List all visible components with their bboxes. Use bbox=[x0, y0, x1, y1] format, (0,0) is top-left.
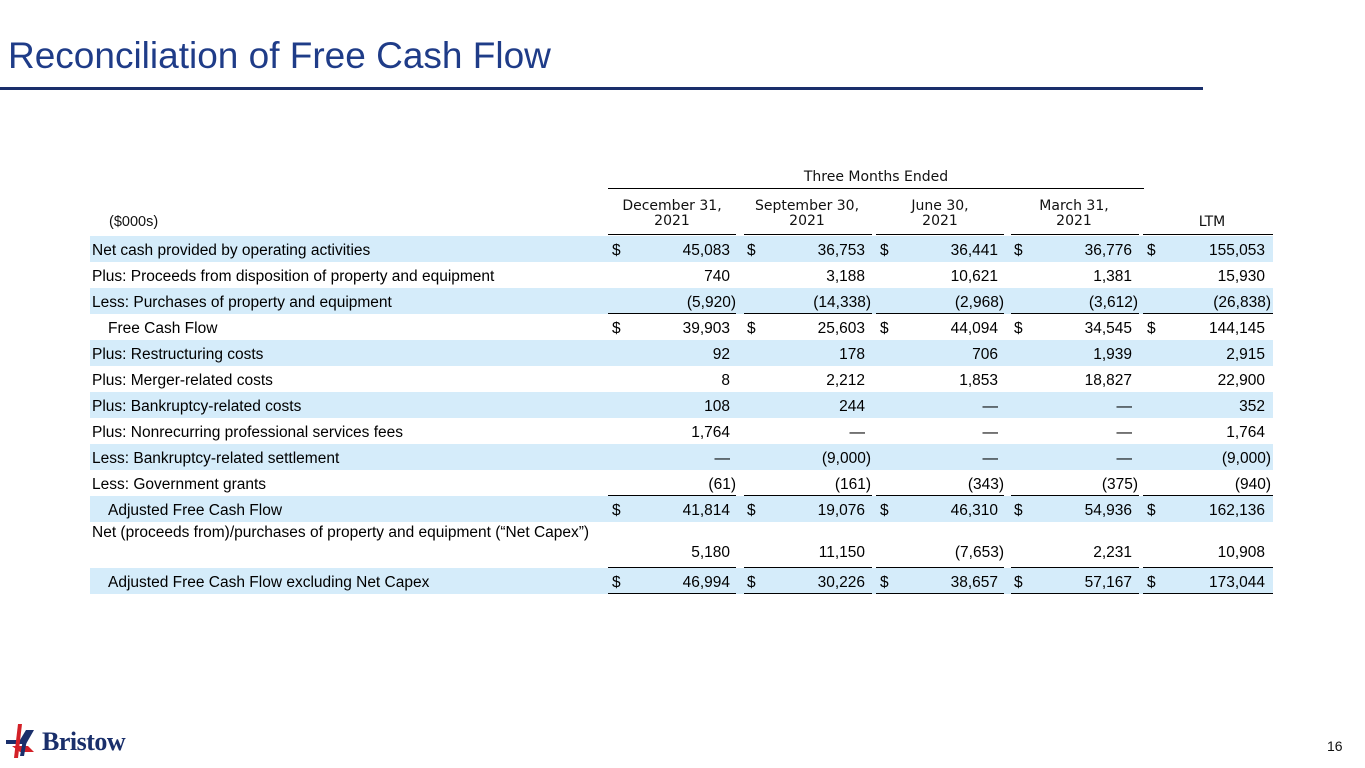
row-label: Net cash provided by operating activities bbox=[92, 242, 371, 259]
cell-value: 18,827 bbox=[1084, 372, 1132, 389]
group-header-rule bbox=[608, 188, 1144, 189]
bristow-logo-icon bbox=[4, 722, 40, 762]
cell-value: (14,338) bbox=[813, 294, 871, 311]
row-label: Less: Purchases of property and equipment bbox=[92, 294, 392, 311]
table-row bbox=[90, 340, 1273, 366]
cell-value: (9,000) bbox=[1221, 450, 1271, 467]
column-header-line1: September 30, bbox=[754, 198, 860, 214]
cell-value: — bbox=[982, 450, 998, 467]
dollar-sign: $ bbox=[747, 502, 756, 519]
cell-value: 1,853 bbox=[959, 372, 998, 389]
cell-value: — bbox=[714, 450, 730, 467]
column-header-rule bbox=[876, 234, 1004, 235]
column-header-line2: 2021 bbox=[922, 213, 958, 229]
dollar-sign: $ bbox=[1147, 502, 1156, 519]
dollar-sign: $ bbox=[1014, 320, 1023, 337]
cell-value: (7,653) bbox=[954, 544, 1004, 561]
cell-underline bbox=[608, 593, 736, 594]
dollar-sign: $ bbox=[1147, 242, 1156, 259]
cell-value: 25,603 bbox=[817, 320, 865, 337]
cell-value: 44,094 bbox=[950, 320, 998, 337]
cell-value: — bbox=[849, 424, 865, 441]
table-row bbox=[90, 314, 1273, 340]
column-header bbox=[602, 199, 742, 229]
cell-value: 1,939 bbox=[1093, 346, 1132, 363]
cell-value: 1,764 bbox=[1226, 424, 1265, 441]
column-header-line1: December 31, bbox=[622, 198, 722, 214]
cell-value: 36,441 bbox=[950, 242, 998, 259]
reconciliation-table bbox=[90, 236, 1273, 594]
table-row bbox=[90, 392, 1273, 418]
cell-underline bbox=[1143, 593, 1273, 594]
row-label: Less: Government grants bbox=[92, 476, 267, 493]
cell-value: 2,915 bbox=[1226, 346, 1265, 363]
title-divider bbox=[0, 87, 1203, 90]
column-header-line2: 2021 bbox=[1056, 213, 1092, 229]
cell-value: 162,136 bbox=[1208, 502, 1265, 519]
cell-value: 54,936 bbox=[1084, 502, 1132, 519]
cell-underline bbox=[744, 593, 872, 594]
row-label: Net (proceeds from)/purchases of property and equipment (“Net Capex”) bbox=[92, 524, 590, 541]
logo-wordmark: Bristow bbox=[42, 727, 126, 756]
column-header bbox=[1004, 199, 1144, 229]
cell-value: 34,545 bbox=[1084, 320, 1132, 337]
dollar-sign: $ bbox=[1014, 574, 1023, 591]
cell-value: 108 bbox=[704, 398, 730, 415]
page-title: Reconciliation of Free Cash Flow bbox=[8, 35, 551, 76]
dollar-sign: $ bbox=[612, 242, 621, 259]
cell-value: 1,764 bbox=[691, 424, 730, 441]
column-header bbox=[870, 199, 1010, 229]
column-header-line2: 2021 bbox=[789, 213, 825, 229]
row-label: Plus: Proceeds from disposition of property and equipment bbox=[92, 268, 495, 285]
column-header-rule bbox=[1143, 234, 1273, 235]
cell-value: 41,814 bbox=[682, 502, 730, 519]
dollar-sign: $ bbox=[880, 502, 889, 519]
column-header-rule bbox=[744, 234, 872, 235]
cell-value: (2,968) bbox=[954, 294, 1004, 311]
cell-value: 155,053 bbox=[1208, 242, 1265, 259]
cell-value: (26,838) bbox=[1213, 294, 1271, 311]
cell-value: — bbox=[982, 398, 998, 415]
cell-value: 144,145 bbox=[1208, 320, 1265, 337]
dollar-sign: $ bbox=[612, 502, 621, 519]
cell-value: 92 bbox=[712, 346, 730, 363]
cell-value: 5,180 bbox=[691, 544, 730, 561]
cell-value: 352 bbox=[1239, 398, 1265, 415]
cell-value: 38,657 bbox=[950, 574, 998, 591]
cell-value: — bbox=[982, 424, 998, 441]
cell-value: (5,920) bbox=[686, 294, 736, 311]
dollar-sign: $ bbox=[747, 320, 756, 337]
dollar-sign: $ bbox=[1014, 502, 1023, 519]
column-header-line1: LTM bbox=[1198, 214, 1226, 230]
dollar-sign: $ bbox=[612, 320, 621, 337]
dollar-sign: $ bbox=[880, 574, 889, 591]
cell-value: 39,903 bbox=[682, 320, 730, 337]
cell-value: 8 bbox=[721, 372, 730, 389]
row-label: Adjusted Free Cash Flow bbox=[108, 502, 283, 519]
table-row bbox=[90, 262, 1273, 288]
dollar-sign: $ bbox=[747, 574, 756, 591]
cell-value: 36,776 bbox=[1084, 242, 1132, 259]
table-row bbox=[90, 418, 1273, 444]
cell-value: — bbox=[1116, 424, 1132, 441]
row-label: Adjusted Free Cash Flow excluding Net Capex bbox=[108, 574, 430, 591]
units-label: ($000s) bbox=[109, 214, 159, 230]
cell-value: 740 bbox=[704, 268, 730, 285]
cell-value: (375) bbox=[1101, 476, 1138, 493]
table-row bbox=[90, 496, 1273, 522]
table-row bbox=[90, 366, 1273, 392]
group-header: Three Months Ended bbox=[803, 169, 949, 185]
cell-value: (9,000) bbox=[821, 450, 871, 467]
cell-value: 173,044 bbox=[1208, 574, 1265, 591]
cell-value: 15,930 bbox=[1217, 268, 1265, 285]
column-header-rule bbox=[608, 234, 736, 235]
cell-value: (940) bbox=[1234, 476, 1271, 493]
table-row bbox=[90, 444, 1273, 470]
column-header bbox=[737, 199, 877, 229]
column-header-line1: March 31, bbox=[1039, 198, 1109, 214]
cell-value: 45,083 bbox=[682, 242, 730, 259]
cell-value: 2,231 bbox=[1093, 544, 1132, 561]
column-header-line2: 2021 bbox=[654, 213, 690, 229]
dollar-sign: $ bbox=[1014, 242, 1023, 259]
row-label: Plus: Nonrecurring professional services fees bbox=[92, 424, 403, 441]
page-number: 16 bbox=[1327, 738, 1343, 754]
cell-value: 19,076 bbox=[817, 502, 865, 519]
dollar-sign: $ bbox=[880, 242, 889, 259]
table-row bbox=[90, 522, 1273, 568]
cell-value: 11,150 bbox=[818, 544, 865, 561]
cell-value: 244 bbox=[839, 398, 865, 415]
cell-underline bbox=[876, 593, 1004, 594]
cell-value: (3,612) bbox=[1088, 294, 1138, 311]
cell-value: 22,900 bbox=[1217, 372, 1265, 389]
cell-value: 1,381 bbox=[1093, 268, 1132, 285]
table-row bbox=[90, 288, 1273, 314]
dollar-sign: $ bbox=[747, 242, 756, 259]
cell-value: — bbox=[1116, 398, 1132, 415]
cell-value: 36,753 bbox=[817, 242, 865, 259]
column-header-line1: June 30, bbox=[911, 198, 969, 214]
row-label: Plus: Bankruptcy-related costs bbox=[92, 398, 302, 415]
cell-value: (161) bbox=[834, 476, 871, 493]
cell-value: 3,188 bbox=[826, 268, 865, 285]
cell-value: 2,212 bbox=[826, 372, 865, 389]
dollar-sign: $ bbox=[880, 320, 889, 337]
column-header bbox=[1142, 215, 1282, 230]
cell-value: (343) bbox=[967, 476, 1004, 493]
cell-value: 57,167 bbox=[1084, 574, 1132, 591]
cell-value: 30,226 bbox=[817, 574, 865, 591]
row-label: Free Cash Flow bbox=[108, 320, 218, 337]
row-label: Less: Bankruptcy-related settlement bbox=[92, 450, 340, 467]
cell-value: 46,994 bbox=[682, 574, 730, 591]
cell-value: 10,908 bbox=[1217, 544, 1265, 561]
table-row bbox=[90, 568, 1273, 594]
dollar-sign: $ bbox=[1147, 574, 1156, 591]
dollar-sign: $ bbox=[612, 574, 621, 591]
table-row bbox=[90, 470, 1273, 496]
cell-value: 178 bbox=[839, 346, 865, 363]
cell-value: 706 bbox=[972, 346, 998, 363]
cell-underline bbox=[1011, 593, 1139, 594]
cell-value: 46,310 bbox=[950, 502, 998, 519]
cell-value: (61) bbox=[708, 476, 736, 493]
bristow-logo bbox=[4, 722, 142, 762]
row-label: Plus: Merger-related costs bbox=[92, 372, 273, 389]
cell-value: — bbox=[1116, 450, 1132, 467]
column-header-rule bbox=[1011, 234, 1139, 235]
cell-value: 10,621 bbox=[950, 268, 998, 285]
row-label: Plus: Restructuring costs bbox=[92, 346, 264, 363]
table-row bbox=[90, 236, 1273, 262]
dollar-sign: $ bbox=[1147, 320, 1156, 337]
